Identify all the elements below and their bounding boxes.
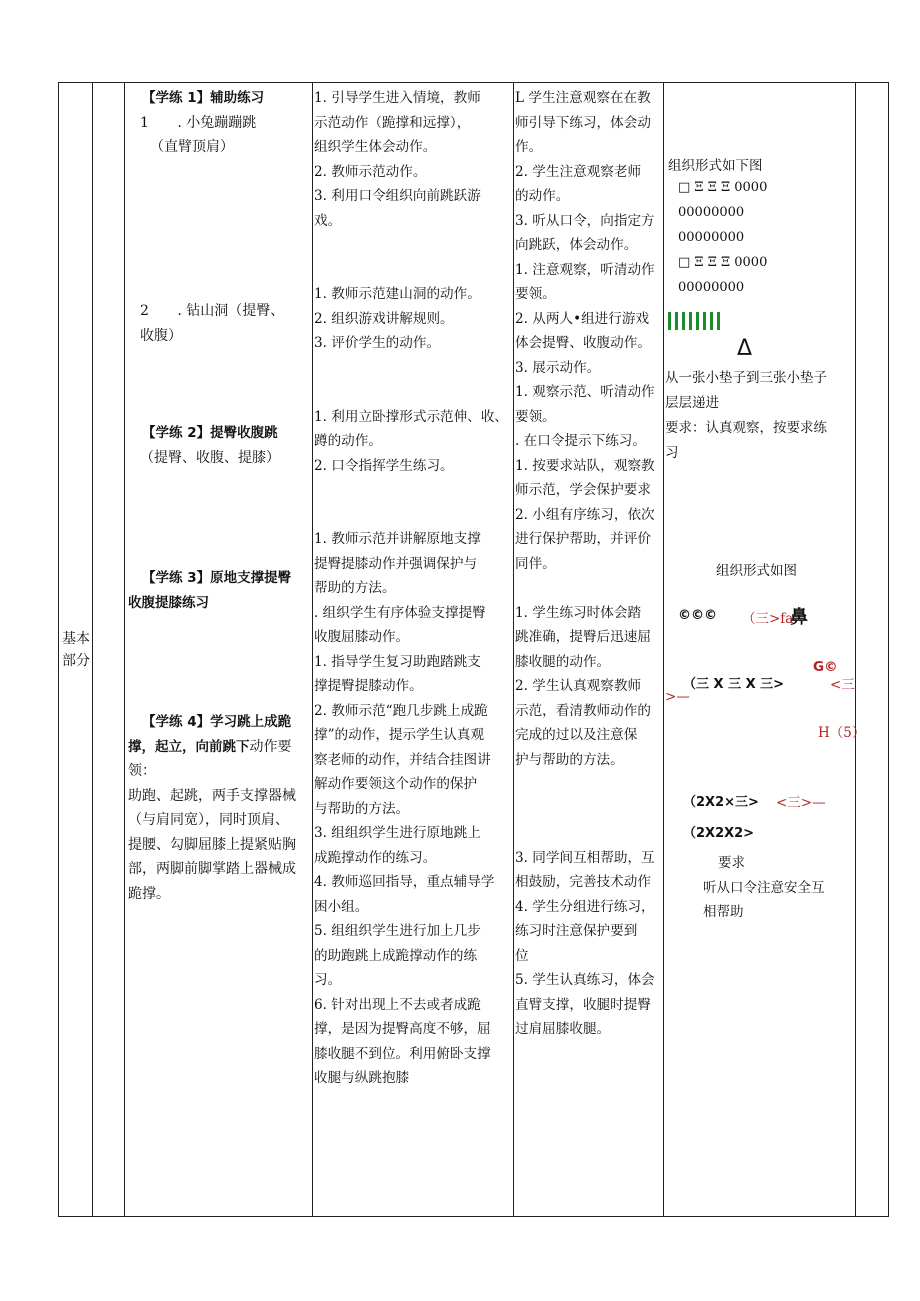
- activity-line: 进行保护帮助，并评价: [515, 531, 651, 547]
- activity-line: 收腿与纵跳抱膝: [314, 1070, 410, 1086]
- column-divider: [513, 82, 514, 1217]
- section-label-line: 部分: [62, 653, 90, 669]
- student-column: [515, 86, 662, 1042]
- org-diagram-row: <三>—: [776, 795, 826, 811]
- org-title: 组织形式如下图: [668, 158, 763, 174]
- activity-line: 1. 按要求站队，观察教: [515, 457, 655, 474]
- activity-line: 相鼓励，完善技术动作: [515, 874, 651, 890]
- content-block: [128, 421, 310, 470]
- activity-line: 困小组。: [314, 898, 369, 915]
- content-block: [128, 566, 310, 615]
- activity-line: 3. 听从口令，向指定方: [515, 212, 655, 229]
- activity-line: 组织学生体会动作。: [314, 139, 437, 155]
- activity-line: 戏。: [314, 212, 342, 229]
- activity-line: 2. 教师示范“跑几步跳上成跪: [314, 702, 488, 719]
- activity-line: 1. 指导学生复习助跑踏跳支: [314, 653, 481, 670]
- activity-line: 察老师的动作，并结合挂图讲: [314, 751, 491, 768]
- org-diagram-row: >—: [665, 689, 690, 705]
- activity-line: 习。: [314, 972, 342, 988]
- column-divider: [855, 82, 856, 1217]
- org-desc: 层层递进: [665, 395, 719, 411]
- drill-sub: （提臀、收腹、提膝）: [140, 449, 280, 466]
- activity-line: [314, 233, 511, 258]
- org-row: □ Ξ Ξ Ξ 0000: [678, 180, 768, 195]
- org-row: 00000000: [678, 230, 745, 245]
- column-divider: [92, 82, 93, 1217]
- activity-line: 完成的过以及注意保: [515, 727, 638, 743]
- activity-line: 护与帮助的方法。: [515, 751, 624, 768]
- org-row: □ Ξ Ξ Ξ 0000: [678, 255, 768, 270]
- drill-title: 收腹提膝练习: [128, 594, 209, 611]
- drill-item-text: . 钻山洞（提臀、: [177, 303, 285, 319]
- teacher-column: [314, 86, 511, 1091]
- activity-line: 同伴。: [515, 555, 556, 572]
- activity-line: 6. 针对出现上不去或者成跪: [314, 996, 481, 1013]
- activity-line: 撑提臀提膝动作。: [314, 678, 423, 694]
- activity-line: 3. 同学间互相帮助，互: [515, 849, 655, 866]
- column-divider: [312, 82, 313, 1217]
- activity-line: 示范动作（跪撑和远撑），: [314, 114, 471, 131]
- activity-line: 1. 观察示范、听清动作: [515, 384, 655, 400]
- activity-line: 2. 学生认真观察教师: [515, 678, 642, 694]
- activity-line: 4. 学生分组进行练习，: [515, 898, 655, 915]
- mat-bars-icon: [668, 312, 720, 330]
- activity-line: 练习时注意保护要到: [515, 923, 638, 939]
- org-diagram-row: ©©©: [678, 608, 717, 623]
- activity-line: 2. 教师示范动作。: [314, 163, 427, 180]
- activity-line: 蹲的动作。: [314, 433, 382, 449]
- org-diagram-glyph: 鼻: [790, 607, 808, 628]
- org-diagram-row: <三: [830, 677, 855, 693]
- teacher-position-icon: Δ: [737, 336, 753, 361]
- column-divider: [124, 82, 125, 1217]
- activity-line: 跳准确，提臀后迅速屈: [515, 629, 651, 645]
- org-requirement: 相帮助: [703, 904, 744, 920]
- activity-line: 2. 从两人•组进行游戏: [515, 310, 650, 327]
- activity-line: 5. 学生认真练习，体会: [515, 972, 655, 988]
- drill-item-sub: 收腹）: [140, 327, 182, 344]
- activity-line: 膝收腿的动作。: [515, 653, 611, 670]
- activity-line: 的动作。: [515, 188, 570, 204]
- activity-line: 提臀提膝动作并强调保护与: [314, 555, 478, 572]
- activity-line: 过肩屈膝收腿。: [515, 1021, 611, 1037]
- drill-line: 部，两脚前脚掌踏上器械成: [128, 861, 296, 877]
- activity-line: 作。: [515, 139, 543, 155]
- activity-line: 的助跑跳上成跪撑动作的练: [314, 947, 478, 964]
- activity-line: [515, 772, 662, 797]
- org-diagram-row: （2X2X2>: [683, 826, 755, 841]
- drill-item: [128, 299, 310, 324]
- activity-line: 1. 利用立卧撑形式示范伸、收、: [314, 408, 509, 425]
- org-row: 00000000: [678, 280, 745, 295]
- activity-line: . 在口令提示下练习。: [515, 433, 646, 449]
- drill-title-line: [128, 735, 310, 760]
- activity-line: [515, 821, 662, 846]
- activity-line: 2. 学生注意观察老师: [515, 163, 642, 180]
- activity-line: [515, 576, 662, 601]
- drill-item-number: 1: [140, 114, 149, 131]
- drill-line: （与肩同宽），同时顶肩、: [128, 812, 289, 828]
- org-requirement: 听从口令注意安全互: [703, 880, 825, 896]
- drill-title: 撑，起立，向前跳下: [128, 738, 250, 755]
- activity-line: 3. 组组织学生进行原地跳上: [314, 825, 481, 841]
- org-diagram-row: （三 X 三 X 三>: [683, 677, 785, 692]
- activity-line: 3. 评价学生的动作。: [314, 335, 441, 351]
- drill-item-number: 2: [140, 303, 149, 319]
- org-diagram-label: G©: [813, 659, 838, 675]
- activity-line: 1. 教师示范建山洞的动作。: [314, 286, 481, 302]
- org-requirement: 要求：认真观察，按要求练: [665, 420, 827, 436]
- org-desc: 从一张小垫子到三张小垫子: [665, 370, 827, 386]
- activity-line: 体会提臀、收腹动作。: [515, 335, 651, 351]
- activity-line: 1. 学生练习时体会踏: [515, 604, 642, 621]
- content-block: [128, 710, 310, 906]
- activity-line: 帮助的方法。: [314, 580, 396, 596]
- section-label: [60, 628, 92, 672]
- activity-line: 2. 口令指挥学生练习。: [314, 457, 454, 474]
- activity-line: 撑”的动作，提示学生认真观: [314, 727, 485, 743]
- section-label-line: 基本: [62, 631, 90, 647]
- activity-line: 师引导下练习，体会动: [515, 114, 651, 131]
- drill-title-tail: 动作要: [249, 738, 292, 755]
- activity-line: 与帮助的方法。: [314, 800, 410, 817]
- org-title: 组织形式如图: [716, 563, 797, 579]
- org-diagram-row: （2X2×三>: [683, 795, 759, 810]
- drill-item-sub: （直臂顶肩）: [150, 139, 234, 155]
- activity-line: [314, 478, 511, 503]
- activity-line: 直臂支撑，收腿时提臀: [515, 996, 651, 1013]
- activity-line: 要领。: [515, 408, 556, 425]
- activity-line: [314, 258, 511, 283]
- activity-line: 1. 注意观察，听清动作: [515, 261, 655, 278]
- drill-line: 领：: [128, 763, 156, 779]
- org-row: 00000000: [678, 205, 745, 220]
- activity-line: 膝收腿不到位。利用俯卧支撑: [314, 1045, 491, 1062]
- column-divider: [663, 82, 664, 1217]
- drill-item-text: . 小兔蹦蹦跳: [177, 114, 257, 131]
- content-block: [128, 299, 310, 348]
- activity-line: . 组织学生有序体验支撑提臀: [314, 604, 486, 621]
- activity-line: 撑，是因为提臀高度不够，屈: [314, 1021, 491, 1037]
- activity-line: 1. 教师示范并讲解原地支撑: [314, 531, 481, 547]
- activity-line: 要领。: [515, 286, 556, 302]
- activity-line: [314, 356, 511, 381]
- drill-line: 助跑、起跳，两手支撑器械: [128, 787, 296, 804]
- activity-line: [515, 797, 662, 822]
- activity-line: 5. 组组织学生进行加上几步: [314, 923, 481, 939]
- activity-line: 向跳跃，体会动作。: [515, 237, 638, 253]
- activity-line: 解动作要领这个动作的保护: [314, 776, 478, 792]
- activity-line: 2. 组织游戏讲解规则。: [314, 310, 454, 327]
- activity-line: [314, 503, 511, 528]
- content-column: [128, 86, 310, 160]
- activity-line: 1. 引导学生进入情境，教师: [314, 90, 481, 106]
- activity-line: 成跪撑动作的练习。: [314, 849, 437, 866]
- activity-line: [314, 380, 511, 405]
- drill-line: 跪撑。: [128, 885, 170, 902]
- activity-line: 示范，看清教师动作的: [515, 702, 651, 719]
- drill-title: 【学练 1】辅助练习: [142, 90, 265, 106]
- activity-line: 3. 展示动作。: [515, 359, 601, 376]
- activity-line: 收腹屈膝动作。: [314, 629, 410, 645]
- activity-line: 位: [515, 947, 529, 964]
- drill-title: 【学练 3】原地支撑提臀: [142, 570, 292, 586]
- drill-title: 【学练 4】学习跳上成跪: [142, 714, 292, 730]
- activity-line: 4. 教师巡回指导，重点辅导学: [314, 874, 495, 890]
- org-requirement-title: 要求: [718, 855, 745, 871]
- drill-line: 提腰、勾脚屈膝上提紧贴胸: [128, 836, 296, 853]
- activity-line: L 学生注意观察在在教: [515, 90, 651, 106]
- org-diagram-row: （三>fa: [742, 611, 794, 627]
- activity-line: 2. 小组有序练习，依次: [515, 506, 655, 523]
- org-requirement: 习: [665, 445, 679, 461]
- activity-line: 3. 利用口令组织向前跳跃游: [314, 188, 481, 204]
- activity-line: 师示范，学会保护要求: [515, 482, 651, 498]
- drill-item: [128, 111, 310, 136]
- drill-title: 【学练 2】提臀收腹跳: [142, 425, 278, 441]
- org-diagram-label: H（5）: [818, 725, 866, 741]
